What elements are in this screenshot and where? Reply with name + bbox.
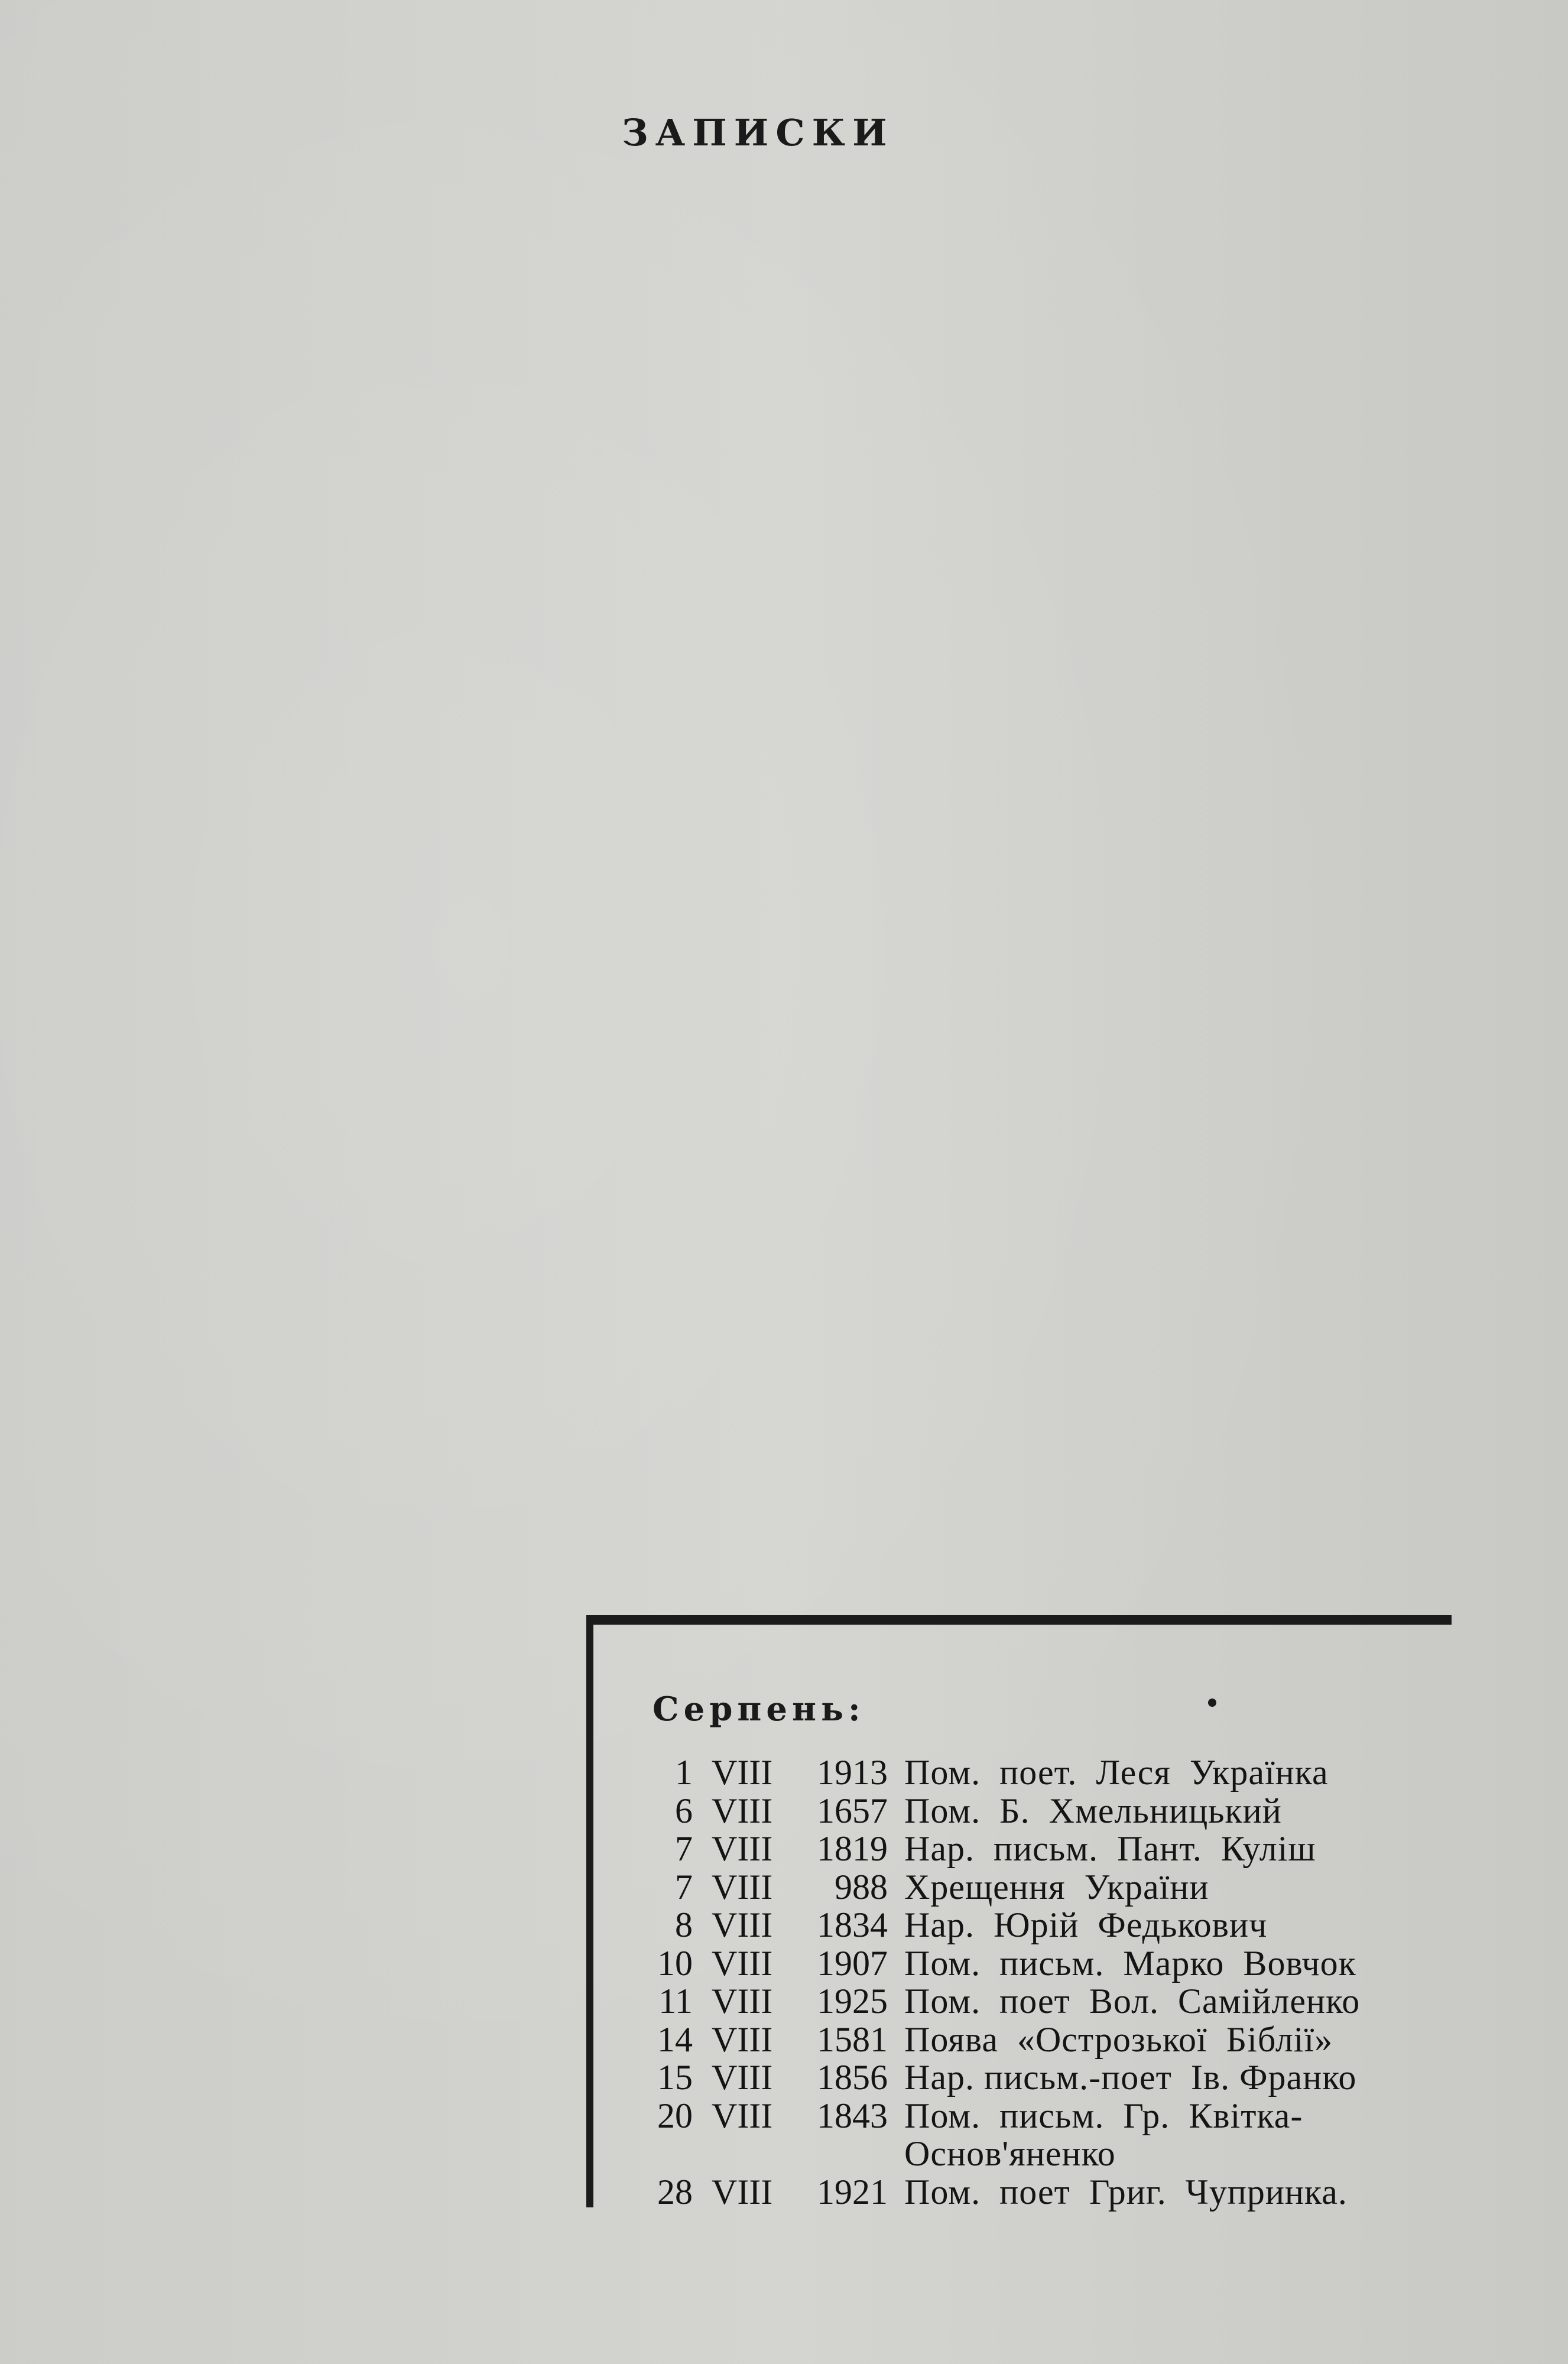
event-text: Нар. письм. Пант. Куліш xyxy=(904,1829,1316,1868)
event-year: 1925 xyxy=(817,1982,888,2021)
month-heading: Серпень: xyxy=(652,1690,865,1729)
event-row xyxy=(593,2097,1450,2173)
event-row xyxy=(593,1868,1450,1907)
event-month: VIII xyxy=(712,1982,773,2021)
event-row xyxy=(593,1753,1450,1792)
event-day: 1 xyxy=(675,1753,693,1792)
event-text: Нар. Юрій Федькович xyxy=(904,1905,1268,1944)
event-row xyxy=(593,2173,1450,2212)
event-year: 1921 xyxy=(817,2172,888,2212)
event-day: 20 xyxy=(657,2096,693,2135)
event-text: Пом. поет Григ. Чупринка. xyxy=(904,2172,1348,2212)
event-year: 1843 xyxy=(817,2096,888,2135)
event-row xyxy=(593,1830,1450,1868)
event-text: Пом. Б. Хмельницький xyxy=(904,1791,1282,1830)
event-day: 6 xyxy=(675,1791,693,1830)
printed-dot xyxy=(1208,1699,1216,1707)
event-row xyxy=(593,1944,1450,1983)
event-day: 8 xyxy=(675,1905,693,1944)
event-text: Пом. поет. Леся Українка xyxy=(904,1753,1329,1792)
event-text: Поява «Острозької Біблії» xyxy=(904,2019,1333,2059)
event-text-continuation: Основ'яненко xyxy=(904,2134,1116,2173)
event-text: Хрещення України xyxy=(904,1867,1209,1907)
event-day: 28 xyxy=(657,2172,693,2212)
event-year: 1819 xyxy=(817,1829,888,1868)
event-year: 1907 xyxy=(817,1943,888,1983)
event-month: VIII xyxy=(712,2019,773,2059)
event-row xyxy=(593,1982,1450,2021)
event-month: VIII xyxy=(712,1753,773,1792)
event-month: VIII xyxy=(712,1829,773,1868)
event-year: 1657 xyxy=(817,1791,888,1830)
event-text: Пом. письм. Марко Вовчок xyxy=(904,1943,1356,1983)
event-month: VIII xyxy=(712,1943,773,1983)
event-year: 1581 xyxy=(817,2019,888,2059)
event-row xyxy=(593,2058,1450,2097)
event-text: Пом. поет Вол. Самійленко xyxy=(904,1982,1361,2021)
event-row xyxy=(593,1906,1450,1944)
event-text: Пом. письм. Гр. Квітка- xyxy=(904,2096,1303,2135)
event-month: VIII xyxy=(712,2096,773,2135)
event-day: 14 xyxy=(657,2019,693,2059)
event-day: 7 xyxy=(675,1867,693,1907)
event-day: 15 xyxy=(657,2058,693,2097)
events-list xyxy=(593,1753,1450,2211)
event-month: VIII xyxy=(712,2172,773,2212)
event-year: 988 xyxy=(835,1867,888,1907)
event-row xyxy=(593,1792,1450,1830)
event-month: VIII xyxy=(712,1867,773,1907)
event-day: 7 xyxy=(675,1829,693,1868)
event-month: VIII xyxy=(712,2058,773,2097)
event-month: VIII xyxy=(712,1791,773,1830)
calendar-box xyxy=(586,1615,1452,2212)
event-day: 10 xyxy=(657,1943,693,1983)
event-year: 1834 xyxy=(817,1905,888,1944)
event-row xyxy=(593,2021,1450,2059)
event-year: 1913 xyxy=(817,1753,888,1792)
page-title: ЗАПИСКИ xyxy=(622,111,894,154)
event-text: Нар. письм.-поет Ів. Франко xyxy=(904,2058,1357,2097)
event-day: 11 xyxy=(658,1982,693,2021)
event-month: VIII xyxy=(712,1905,773,1944)
event-year: 1856 xyxy=(817,2058,888,2097)
